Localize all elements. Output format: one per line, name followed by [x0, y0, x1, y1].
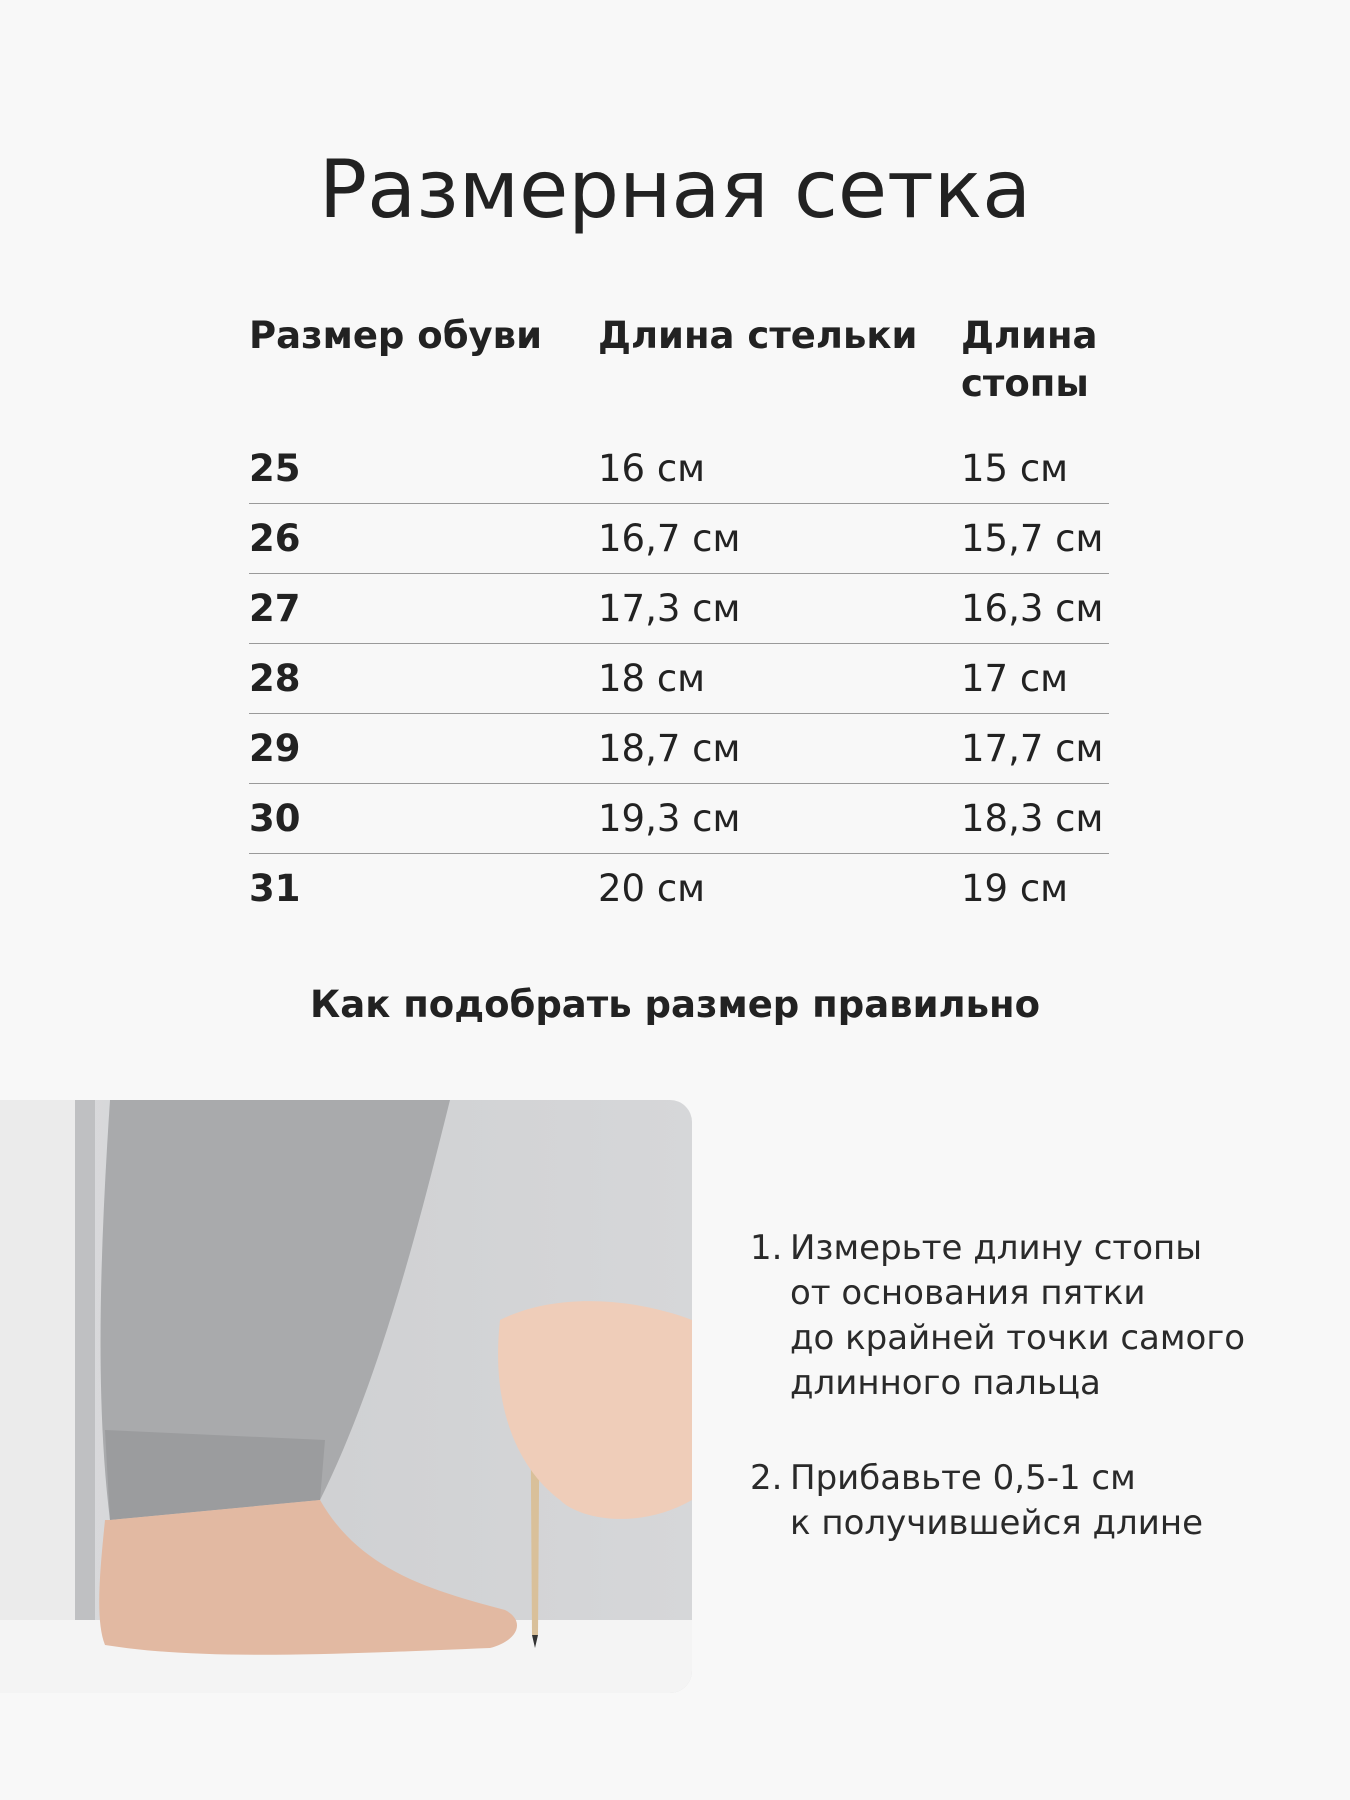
foot-length-cell: 16,3 см [961, 586, 1104, 630]
foot-length-cell: 15 см [961, 446, 1069, 490]
header-insole-length: Длина стельки [598, 314, 918, 357]
shoe-size-cell: 28 [249, 656, 301, 700]
size-table [249, 312, 1109, 924]
insole-length-cell: 16,7 см [598, 516, 741, 560]
step-text: Измерьте длину стопы от основания пятки до крайней точки самого длинного пальца [790, 1228, 1245, 1403]
shoe-size-cell: 27 [249, 586, 301, 630]
table-header [249, 312, 1109, 434]
table-row [249, 504, 1109, 574]
instructions-list [750, 1226, 1340, 1596]
shoe-size-cell: 31 [249, 867, 301, 910]
insole-length-cell: 20 см [598, 867, 706, 910]
table-row [249, 854, 1109, 924]
shoe-size-cell: 29 [249, 726, 301, 770]
insole-length-cell: 16 см [598, 446, 706, 490]
step-number: 1. [750, 1228, 783, 1268]
insole-length-cell: 18,7 см [598, 726, 741, 770]
foot-length-cell: 17 см [961, 656, 1069, 700]
shoe-size-cell: 30 [249, 796, 301, 840]
foot-length-cell: 15,7 см [961, 516, 1104, 560]
header-foot-length: Длина стопы [961, 314, 1098, 405]
insole-length-cell: 17,3 см [598, 586, 741, 630]
insole-length-cell: 18 см [598, 656, 706, 700]
header-shoe-size: Размер обуви [249, 314, 543, 357]
shoe-size-cell: 25 [249, 446, 301, 490]
table-row [249, 784, 1109, 854]
step-number: 2. [750, 1458, 783, 1498]
table-row [249, 644, 1109, 714]
foot-length-cell: 18,3 см [961, 796, 1104, 840]
foot-measurement-photo [0, 1100, 692, 1693]
shoe-size-cell: 26 [249, 516, 301, 560]
table-row [249, 434, 1109, 504]
table-row [249, 714, 1109, 784]
step-text: Прибавьте 0,5-1 см к получившейся длине [790, 1458, 1204, 1543]
page-title: Размерная сетка [318, 143, 1032, 236]
instruction-step [750, 1456, 1340, 1546]
instruction-step [750, 1226, 1340, 1406]
foot-length-cell: 19 см [961, 867, 1069, 910]
insole-length-cell: 19,3 см [598, 796, 741, 840]
section-subtitle: Как подобрать размер правильно [310, 983, 1040, 1026]
foot-length-cell: 17,7 см [961, 726, 1104, 770]
table-row [249, 574, 1109, 644]
table-body [249, 434, 1109, 924]
